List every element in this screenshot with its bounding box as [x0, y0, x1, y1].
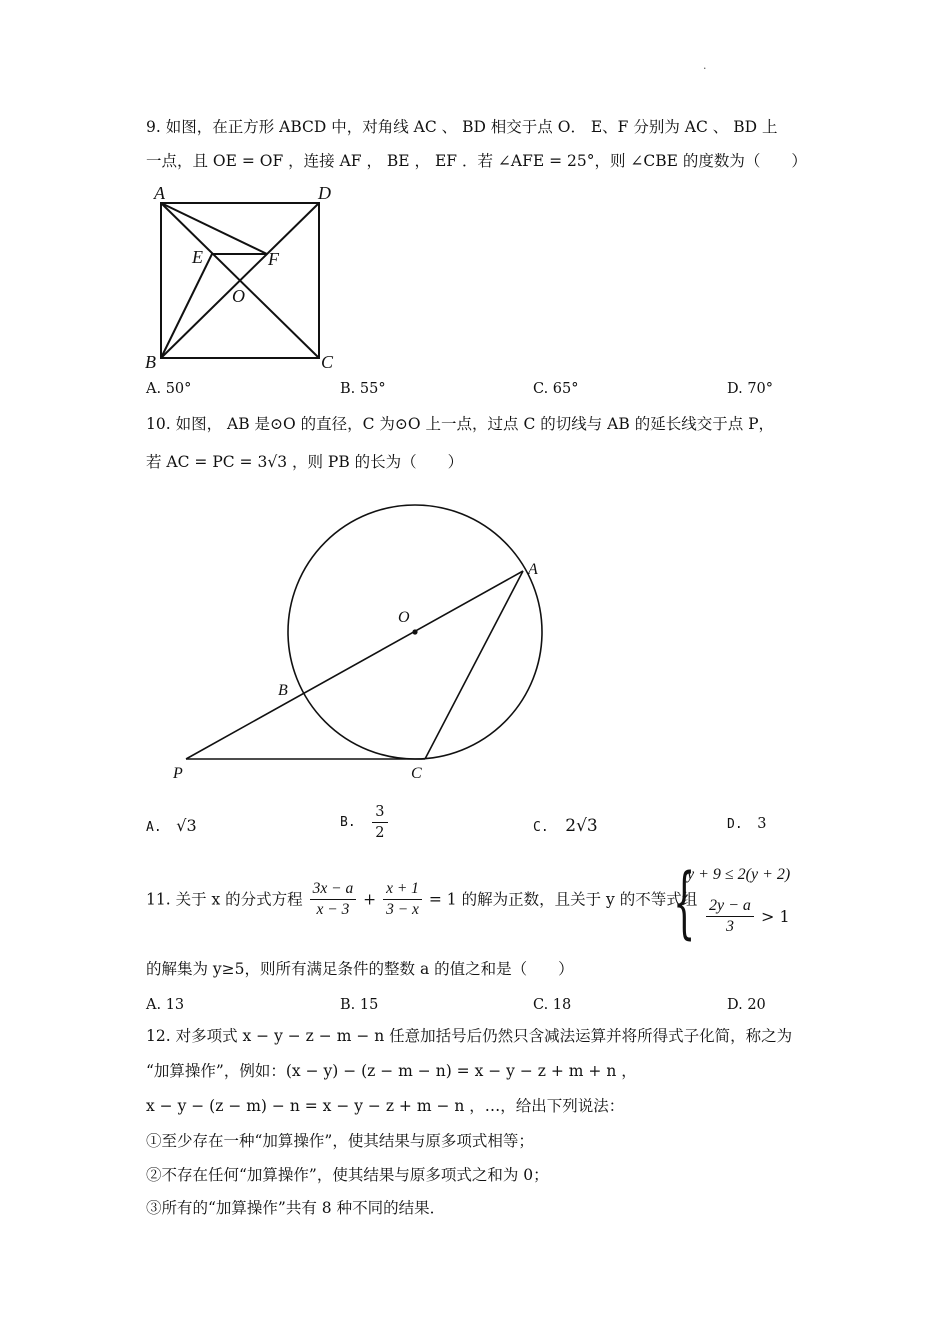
- q10-line2: 若 AC = PC = 3√3 ，则 PB 的长为（ ）: [146, 453, 464, 471]
- q10-option-d-value: 3: [757, 816, 767, 832]
- q10-option-a-value: √3: [176, 816, 197, 835]
- segment-be: [161, 254, 212, 358]
- q10-option-b-numerator: 3: [372, 802, 387, 823]
- q9-label-d: D: [318, 183, 331, 203]
- q12-line3: x − y − (z − m) − n = x − y − z + m − n ，…，给出下列说法：: [146, 1097, 625, 1115]
- top-dot: ·: [703, 62, 707, 75]
- q10-label-p: P: [173, 765, 183, 782]
- q11-eq: = 1: [428, 890, 457, 909]
- q12-statement-3: ③所有的“加算操作”共有 8 种不同的结果．: [146, 1199, 446, 1217]
- q11-frac2-numerator: x + 1: [383, 879, 422, 900]
- q11-system-frac-denominator: 3: [725, 918, 734, 935]
- q10-option-b-denominator: 2: [375, 825, 385, 841]
- q9-option-c[interactable]: C. 65°: [533, 381, 579, 397]
- q9-label-f: F: [268, 249, 279, 269]
- q11-frac1-denominator: x − 3: [316, 901, 350, 918]
- q11-system-line2: [704, 896, 790, 937]
- q10-label-b: B: [278, 682, 288, 699]
- q9-option-d[interactable]: D. 70°: [727, 381, 774, 397]
- secant-pa: [186, 571, 523, 759]
- q9-line1: 9. 如图，在正方形 ABCD 中，对角线 AC 、 BD 相交于点 O． E、F 分别为 AC 、 BD 上: [146, 118, 778, 136]
- q11-option-d[interactable]: D. 20: [727, 997, 766, 1013]
- q11-prefix: 11. 关于 x 的分式方程: [146, 890, 303, 909]
- q11-line1: [146, 879, 697, 920]
- q10-option-a-letter: A.: [146, 820, 162, 835]
- q9-option-b[interactable]: B. 55°: [340, 381, 386, 397]
- q11-system-line1: y + 9 ≤ 2(y + 2): [687, 866, 791, 883]
- q10-line1: 10. 如图， AB 是⊙O 的直径，C 为⊙O 上一点，过点 C 的切线与 AB 的延长线交于点 P，: [146, 415, 775, 433]
- q11-frac1-numerator: 3x − a: [310, 879, 357, 900]
- q11-frac2-denominator: 3 − x: [386, 901, 419, 918]
- q11-system-frac-numerator: 2y − a: [706, 896, 754, 917]
- q9-label-b: B: [145, 352, 156, 372]
- q9-line2: 一点，且 OE = OF ，连接 AF ， BE ， EF ．若 ∠AFE = 25°，则 ∠CBE 的度数为（ ）: [146, 152, 807, 170]
- q12-statement-1: ①至少存在一种“加算操作”，使其结果与原多项式相等；: [146, 1132, 534, 1150]
- q10-label-o: O: [398, 609, 410, 626]
- q12-statement-2: ②不存在任何“加算操作”，使其结果与原多项式之和为 0；: [146, 1166, 549, 1184]
- q11-option-b[interactable]: B. 15: [340, 997, 379, 1013]
- q10-circle-figure: [160, 490, 580, 790]
- segment-af: [161, 203, 267, 254]
- q9-label-c: C: [321, 352, 334, 372]
- q12-line1: 12. 对多项式 x − y − z − m − n 任意加括号后仍然只含减法运算并将所得式子化简，称之为: [146, 1027, 793, 1045]
- q10-option-b-letter: B.: [340, 815, 356, 830]
- q9-label-a: A: [154, 183, 165, 203]
- q10-option-d-letter: D.: [727, 817, 743, 832]
- q11-option-c[interactable]: C. 18: [533, 997, 572, 1013]
- q11-plus: +: [363, 890, 377, 909]
- q10-label-a: A: [528, 561, 538, 578]
- q10-option-a[interactable]: [146, 816, 197, 835]
- q11-option-a[interactable]: A. 13: [146, 997, 185, 1013]
- q9-label-e: E: [192, 247, 203, 267]
- q10-option-c-letter: C.: [533, 820, 549, 835]
- q10-option-c-value: 2√3: [565, 816, 598, 836]
- q9-square-figure: [140, 180, 350, 375]
- q11-middle: 的解为正数，且关于 y 的不等式组: [461, 890, 698, 909]
- q10-option-d[interactable]: [727, 816, 767, 832]
- q11-system-brace: {: [673, 858, 696, 948]
- q9-option-a[interactable]: A. 50°: [146, 381, 192, 397]
- center-point: [412, 629, 417, 634]
- q10-label-c: C: [411, 765, 422, 782]
- q10-option-c[interactable]: [533, 816, 598, 836]
- q9-label-o: O: [232, 286, 245, 306]
- q10-option-b[interactable]: [340, 802, 390, 843]
- q12-line2: “加算操作”，例如：(x − y) − (z − m − n) = x − y − z + m + n ，: [146, 1062, 637, 1080]
- q11-line2: 的解集为 y≥5，则所有满足条件的整数 a 的值之和是（ ）: [146, 960, 574, 978]
- q11-system-gt: > 1: [761, 907, 790, 926]
